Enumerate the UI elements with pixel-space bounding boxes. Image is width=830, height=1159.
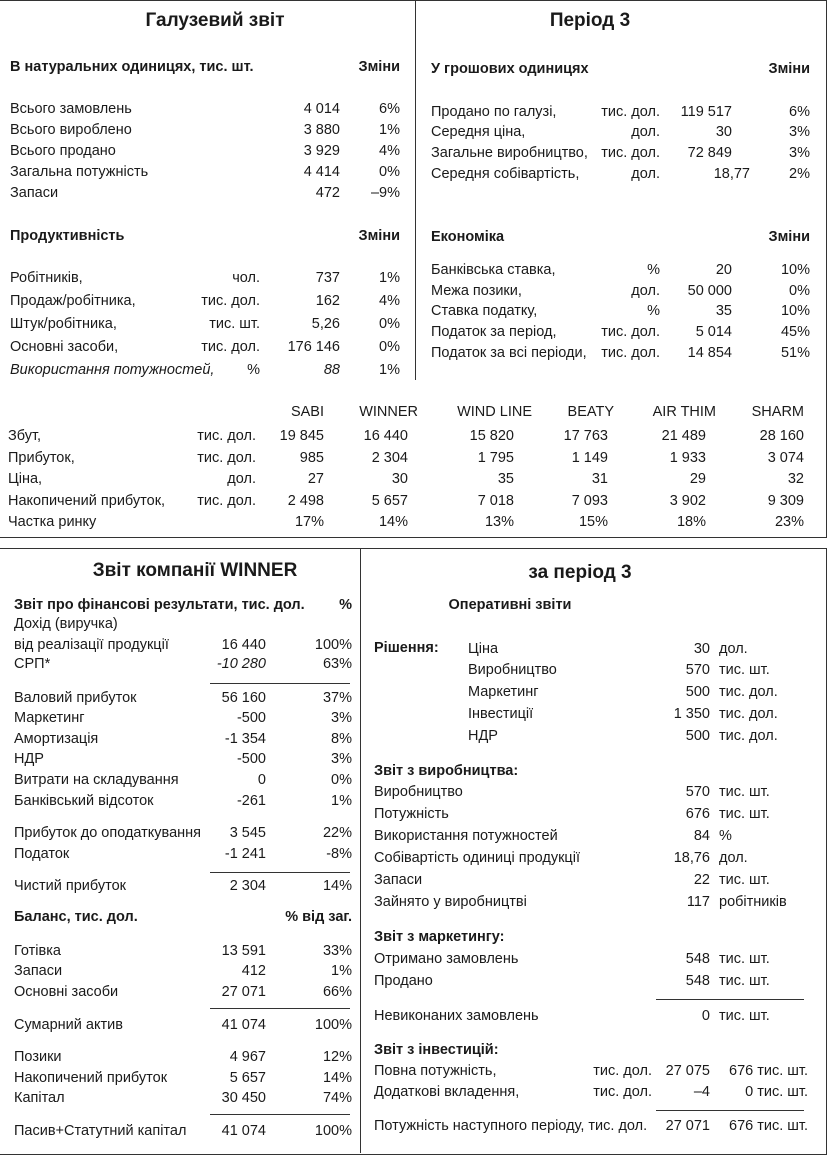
marketing-value: 548 xyxy=(685,973,710,989)
comparison-cell: 23% xyxy=(774,514,804,530)
money-row-unit: тис. дол. xyxy=(601,145,660,161)
comparison-cell: 18% xyxy=(676,514,706,530)
money-row-unit: тис. дол. xyxy=(601,104,660,120)
production-value: 18,76 xyxy=(673,850,710,866)
production-unit: % xyxy=(719,828,732,844)
production-unit: тис. шт. xyxy=(719,806,770,822)
comparison-row-label: Збут, xyxy=(8,428,42,444)
income-row-value: 56 160 xyxy=(221,690,266,706)
production-value: 117 xyxy=(686,894,710,910)
investment-value: –4 xyxy=(693,1084,710,1100)
comparison-cell: 9 309 xyxy=(767,493,804,509)
comparison-cell: 21 489 xyxy=(661,428,706,444)
comparison-cell: 28 160 xyxy=(759,428,804,444)
income-row-value: 2 304 xyxy=(229,878,266,894)
comparison-row-label: Ціна, xyxy=(8,471,43,487)
comparison-cell: 985 xyxy=(299,450,324,466)
balance-row-label: Накопичений прибуток xyxy=(14,1070,168,1086)
balance-row-value: 4 967 xyxy=(229,1049,266,1065)
production-label: Собівартість одиниці продукції xyxy=(374,850,580,866)
economy-row-value: 50 000 xyxy=(687,283,732,299)
investment-label: Додаткові вкладення, xyxy=(374,1084,520,1100)
money-row-label: Продано по галузі, xyxy=(431,104,557,120)
money-change-header: Зміни xyxy=(768,61,810,77)
investment-separator xyxy=(656,1110,804,1111)
decision-unit: дол. xyxy=(719,641,748,657)
company-name: WINNER xyxy=(359,404,418,420)
units-header: В натуральних одиницях, тис. шт. xyxy=(10,59,254,75)
comparison-row-unit: тис. дол. xyxy=(197,428,256,444)
comparison-cell: 1 149 xyxy=(571,450,608,466)
economy-row-unit: дол. xyxy=(631,283,660,299)
productivity-change-header: Зміни xyxy=(358,228,400,244)
productivity-row-change: 1% xyxy=(379,270,400,286)
economy-change-header: Зміни xyxy=(768,229,810,245)
income-row-pct: 63% xyxy=(322,656,352,672)
productivity-row-change: 1% xyxy=(379,362,400,378)
investment-value2: 0 тис. шт. xyxy=(745,1084,808,1100)
income-row-label: НДР xyxy=(14,751,44,767)
production-label: Зайнято у виробництві xyxy=(374,894,527,910)
units-row-value: 4 014 xyxy=(303,101,340,117)
income-row-pct: 3% xyxy=(331,710,352,726)
productivity-row-value: 737 xyxy=(315,270,340,286)
production-unit: тис. шт. xyxy=(719,784,770,800)
investment-label: Повна потужність, xyxy=(374,1063,497,1079)
money-row-change: 2% xyxy=(789,166,810,182)
marketing-unit: тис. шт. xyxy=(719,973,770,989)
productivity-row-label: Робітників, xyxy=(10,270,83,286)
money-row-value: 18,77 xyxy=(713,166,750,182)
investment-label: Потужність наступного періоду, тис. дол. xyxy=(374,1118,648,1134)
comparison-cell: 2 498 xyxy=(287,493,324,509)
income-row-value: -1 354 xyxy=(224,731,266,747)
investment-value2: 676 тис. шт. xyxy=(729,1063,808,1079)
units-row-change: 0% xyxy=(379,164,400,180)
comparison-cell: 17% xyxy=(294,514,324,530)
decision-value: 500 xyxy=(685,684,710,700)
income-row-label: Прибуток до оподаткування xyxy=(14,825,202,841)
units-row-value: 3 880 xyxy=(303,122,340,138)
units-row-change: 6% xyxy=(379,101,400,117)
decision-unit: тис. дол. xyxy=(719,706,778,722)
decision-unit: тис. шт. xyxy=(719,662,770,678)
investment-value: 27 071 xyxy=(665,1118,710,1134)
economy-row-change: 51% xyxy=(780,345,810,361)
income-row-value: 3 545 xyxy=(229,825,266,841)
comparison-cell: 13% xyxy=(484,514,514,530)
income-row-value: 16 440 xyxy=(221,637,266,653)
marketing-value: 0 xyxy=(701,1008,710,1024)
production-value: 22 xyxy=(693,872,710,888)
income-row-label: від реалізації продукції xyxy=(14,637,169,653)
balance-row-value: 41 074 xyxy=(221,1017,266,1033)
decision-label: НДР xyxy=(468,728,498,744)
production-value: 676 xyxy=(685,806,710,822)
marketing-label: Продано xyxy=(374,973,433,989)
balance-row-pct: 33% xyxy=(322,943,352,959)
marketing-label: Невиконаних замовлень xyxy=(374,1008,539,1024)
balance-separator xyxy=(210,1008,350,1009)
balance-row-value: 5 657 xyxy=(229,1070,266,1086)
company-name: WIND LINE xyxy=(457,404,532,420)
decision-value: 570 xyxy=(685,662,710,678)
comparison-cell: 32 xyxy=(787,471,804,487)
investment-unit: тис. дол. xyxy=(593,1084,652,1100)
money-row-label: Середня собівартість, xyxy=(431,166,580,182)
comparison-cell: 30 xyxy=(391,471,408,487)
productivity-row-change: 4% xyxy=(379,293,400,309)
comparison-cell: 7 018 xyxy=(477,493,514,509)
income-row-pct: 37% xyxy=(322,690,352,706)
balance-pct-header: % від заг. xyxy=(285,909,352,925)
money-row-unit: дол. xyxy=(631,166,660,182)
income-row-pct: 100% xyxy=(314,637,352,653)
balance-row-value: 27 071 xyxy=(221,984,266,1000)
economy-row-value: 14 854 xyxy=(687,345,732,361)
comparison-cell: 7 093 xyxy=(571,493,608,509)
decision-label: Виробництво xyxy=(468,662,557,678)
money-row-change: 3% xyxy=(789,145,810,161)
decision-unit: тис. дол. xyxy=(719,684,778,700)
company-name: SHARM xyxy=(751,404,804,420)
balance-row-value: 30 450 xyxy=(221,1090,266,1106)
income-header: Звіт про фінансові результати, тис. дол. xyxy=(14,597,305,613)
production-unit: тис. шт. xyxy=(719,872,770,888)
production-label: Запаси xyxy=(374,872,423,888)
decisions-label: Рішення: xyxy=(374,640,439,656)
income-pct-header: % xyxy=(339,597,352,613)
comparison-cell: 15 820 xyxy=(469,428,514,444)
units-change-header: Зміни xyxy=(358,59,400,75)
income-row-value: -261 xyxy=(236,793,266,809)
company-name: AIR THIM xyxy=(652,404,716,420)
comparison-cell: 29 xyxy=(689,471,706,487)
decision-value: 1 350 xyxy=(673,706,710,722)
economy-row-unit: тис. дол. xyxy=(601,324,660,340)
production-value: 84 xyxy=(693,828,710,844)
marketing-separator xyxy=(656,999,804,1000)
comparison-cell: 35 xyxy=(497,471,514,487)
productivity-row-unit: тис. дол. xyxy=(201,293,260,309)
money-row-change: 6% xyxy=(789,104,810,120)
productivity-row-change: 0% xyxy=(379,339,400,355)
productivity-row-value: 5,26 xyxy=(311,316,340,332)
income-row-value: -500 xyxy=(236,710,266,726)
balance-row-pct: 14% xyxy=(322,1070,352,1086)
income-row-pct: 14% xyxy=(322,878,352,894)
marketing-label: Отримано замовлень xyxy=(374,951,519,967)
balance-row-pct: 12% xyxy=(322,1049,352,1065)
economy-row-unit: % xyxy=(647,262,660,278)
productivity-row-label: Продаж/робітника, xyxy=(10,293,136,309)
decision-label: Інвестиції xyxy=(468,706,534,722)
marketing-unit: тис. шт. xyxy=(719,951,770,967)
production-label: Потужність xyxy=(374,806,449,822)
decision-label: Маркетинг xyxy=(468,684,539,700)
productivity-row-unit: чол. xyxy=(232,270,260,286)
production-label: Виробництво xyxy=(374,784,463,800)
economy-row-unit: тис. дол. xyxy=(601,345,660,361)
units-row-label: Всього замовлень xyxy=(10,101,132,117)
economy-row-change: 10% xyxy=(780,303,810,319)
economy-row-label: Межа позики, xyxy=(431,283,522,299)
comparison-cell: 27 xyxy=(307,471,324,487)
units-row-label: Всього продано xyxy=(10,143,116,159)
balance-row-pct: 66% xyxy=(322,984,352,1000)
economy-row-unit: % xyxy=(647,303,660,319)
decision-value: 30 xyxy=(693,641,710,657)
income-row-value: -500 xyxy=(236,751,266,767)
income-row-pct: 0% xyxy=(331,772,352,788)
comparison-cell: 17 763 xyxy=(563,428,608,444)
balance-separator xyxy=(210,1114,350,1115)
income-row-value: 0 xyxy=(257,772,266,788)
comparison-row-label: Накопичений прибуток, xyxy=(8,493,166,509)
productivity-row-label: Основні засоби, xyxy=(10,339,119,355)
production-value: 570 xyxy=(685,784,710,800)
company-title: Звіт компанії WINNER xyxy=(92,560,298,581)
income-subheader: Дохід (виручка) xyxy=(14,616,118,632)
income-row-pct: 3% xyxy=(331,751,352,767)
balance-row-label: Готівка xyxy=(14,943,61,959)
comparison-cell: 5 657 xyxy=(371,493,408,509)
economy-row-label: Податок за всі періоди, xyxy=(431,345,587,361)
comparison-row-unit: дол. xyxy=(227,471,256,487)
money-row-change: 3% xyxy=(789,124,810,140)
comparison-row-unit: тис. дол. xyxy=(197,493,256,509)
marketing-value: 548 xyxy=(685,951,710,967)
balance-row-pct: 74% xyxy=(322,1090,352,1106)
investment-header: Звіт з інвестицій: xyxy=(374,1042,499,1058)
balance-row-label: Капітал xyxy=(14,1090,65,1106)
company-period: за період 3 xyxy=(528,562,632,583)
balance-row-label: Запаси xyxy=(14,963,63,979)
comparison-cell: 3 902 xyxy=(669,493,706,509)
income-separator xyxy=(210,872,350,873)
comparison-cell: 31 xyxy=(591,471,608,487)
industry-title: Галузевий звіт xyxy=(145,10,285,31)
income-row-label: Банківський відсоток xyxy=(14,793,154,809)
income-row-label: Чистий прибуток xyxy=(14,878,127,894)
income-row-label: Витрати на складування xyxy=(14,772,179,788)
marketing-header: Звіт з маркетингу: xyxy=(374,929,505,945)
balance-row-value: 412 xyxy=(241,963,266,979)
income-row-label: Маркетинг xyxy=(14,710,85,726)
balance-row-value: 13 591 xyxy=(221,943,266,959)
units-row-label: Загальна потужність xyxy=(10,164,149,180)
comparison-cell: 3 074 xyxy=(767,450,804,466)
economy-row-label: Податок за період, xyxy=(431,324,557,340)
units-row-label: Запаси xyxy=(10,185,59,201)
company-name: BEATY xyxy=(567,404,614,420)
income-row-pct: 22% xyxy=(322,825,352,841)
comparison-cell: 16 440 xyxy=(363,428,408,444)
units-row-change: –9% xyxy=(370,185,400,201)
company-name: SABI xyxy=(290,404,324,420)
industry-period: Період 3 xyxy=(549,10,631,31)
company-divider xyxy=(360,548,361,1153)
income-row-label: Податок xyxy=(14,846,70,862)
production-unit: робітників xyxy=(719,894,787,910)
money-header: У грошових одиницях xyxy=(431,61,589,77)
balance-row-label: Позики xyxy=(14,1049,62,1065)
balance-header: Баланс, тис. дол. xyxy=(14,909,138,925)
economy-row-change: 0% xyxy=(789,283,810,299)
money-row-label: Загальне виробництво, xyxy=(431,145,588,161)
money-row-value: 119 517 xyxy=(680,104,732,120)
units-row-value: 3 929 xyxy=(303,143,340,159)
economy-row-label: Ставка податку, xyxy=(431,303,538,319)
economy-row-label: Банківська ставка, xyxy=(431,262,556,278)
economy-header: Економіка xyxy=(431,229,505,245)
balance-row-pct: 100% xyxy=(314,1123,352,1139)
income-row-label: Амортизація xyxy=(14,731,99,747)
investment-value2: 676 тис. шт. xyxy=(729,1118,808,1134)
income-separator xyxy=(210,683,350,684)
productivity-row-unit: % xyxy=(247,362,260,378)
balance-row-label: Пасив+Статутний капітал xyxy=(14,1123,187,1139)
money-row-label: Середня ціна, xyxy=(431,124,526,140)
comparison-cell: 14% xyxy=(378,514,408,530)
decision-value: 500 xyxy=(685,728,710,744)
income-row-label: СРП* xyxy=(14,656,51,672)
decision-label: Ціна xyxy=(468,641,499,657)
productivity-row-value: 162 xyxy=(315,293,340,309)
money-row-unit: дол. xyxy=(631,124,660,140)
money-row-value: 30 xyxy=(715,124,732,140)
decision-unit: тис. дол. xyxy=(719,728,778,744)
comparison-row-unit: тис. дол. xyxy=(197,450,256,466)
balance-row-value: 41 074 xyxy=(221,1123,266,1139)
money-row-value: 72 849 xyxy=(687,145,732,161)
productivity-row-value: 176 146 xyxy=(287,339,340,355)
comparison-row-label: Прибуток, xyxy=(8,450,75,466)
productivity-row-label: Штук/робітника, xyxy=(10,316,117,332)
income-row-value: -10 280 xyxy=(216,656,266,672)
comparison-row-label: Частка ринку xyxy=(8,514,97,530)
comparison-cell: 19 845 xyxy=(279,428,324,444)
productivity-row-label: Використання потужностей, xyxy=(10,362,215,378)
comparison-cell: 1 933 xyxy=(669,450,706,466)
comparison-cell: 15% xyxy=(578,514,608,530)
economy-row-value: 35 xyxy=(715,303,732,319)
production-unit: дол. xyxy=(719,850,748,866)
balance-row-pct: 100% xyxy=(314,1017,352,1033)
income-row-label: Валовий прибуток xyxy=(14,690,137,706)
balance-row-pct: 1% xyxy=(331,963,352,979)
income-row-pct: 1% xyxy=(331,793,352,809)
units-row-change: 1% xyxy=(379,122,400,138)
units-row-value: 4 414 xyxy=(303,164,340,180)
investment-unit: тис. дол. xyxy=(593,1063,652,1079)
economy-row-change: 45% xyxy=(780,324,810,340)
production-label: Використання потужностей xyxy=(374,828,558,844)
productivity-row-unit: тис. дол. xyxy=(201,339,260,355)
investment-value: 27 075 xyxy=(665,1063,710,1079)
income-row-pct: 8% xyxy=(331,731,352,747)
balance-row-label: Сумарний актив xyxy=(14,1017,123,1033)
comparison-cell: 1 795 xyxy=(477,450,514,466)
comparison-cell: 2 304 xyxy=(371,450,408,466)
units-row-label: Всього вироблено xyxy=(10,122,132,138)
marketing-unit: тис. шт. xyxy=(719,1008,770,1024)
units-row-change: 4% xyxy=(379,143,400,159)
operative-header: Оперативні звіти xyxy=(448,597,572,613)
balance-row-label: Основні засоби xyxy=(14,984,119,1000)
production-header: Звіт з виробництва: xyxy=(374,763,519,779)
economy-row-value: 5 014 xyxy=(695,324,732,340)
economy-row-change: 10% xyxy=(780,262,810,278)
economy-row-value: 20 xyxy=(715,262,732,278)
income-row-pct: -8% xyxy=(326,846,352,862)
industry-divider xyxy=(415,0,416,380)
productivity-row-change: 0% xyxy=(379,316,400,332)
productivity-row-unit: тис. шт. xyxy=(209,316,260,332)
productivity-header: Продуктивність xyxy=(10,228,125,244)
units-row-value: 472 xyxy=(315,185,340,201)
income-row-value: -1 241 xyxy=(224,846,266,862)
productivity-row-value: 88 xyxy=(323,362,340,378)
